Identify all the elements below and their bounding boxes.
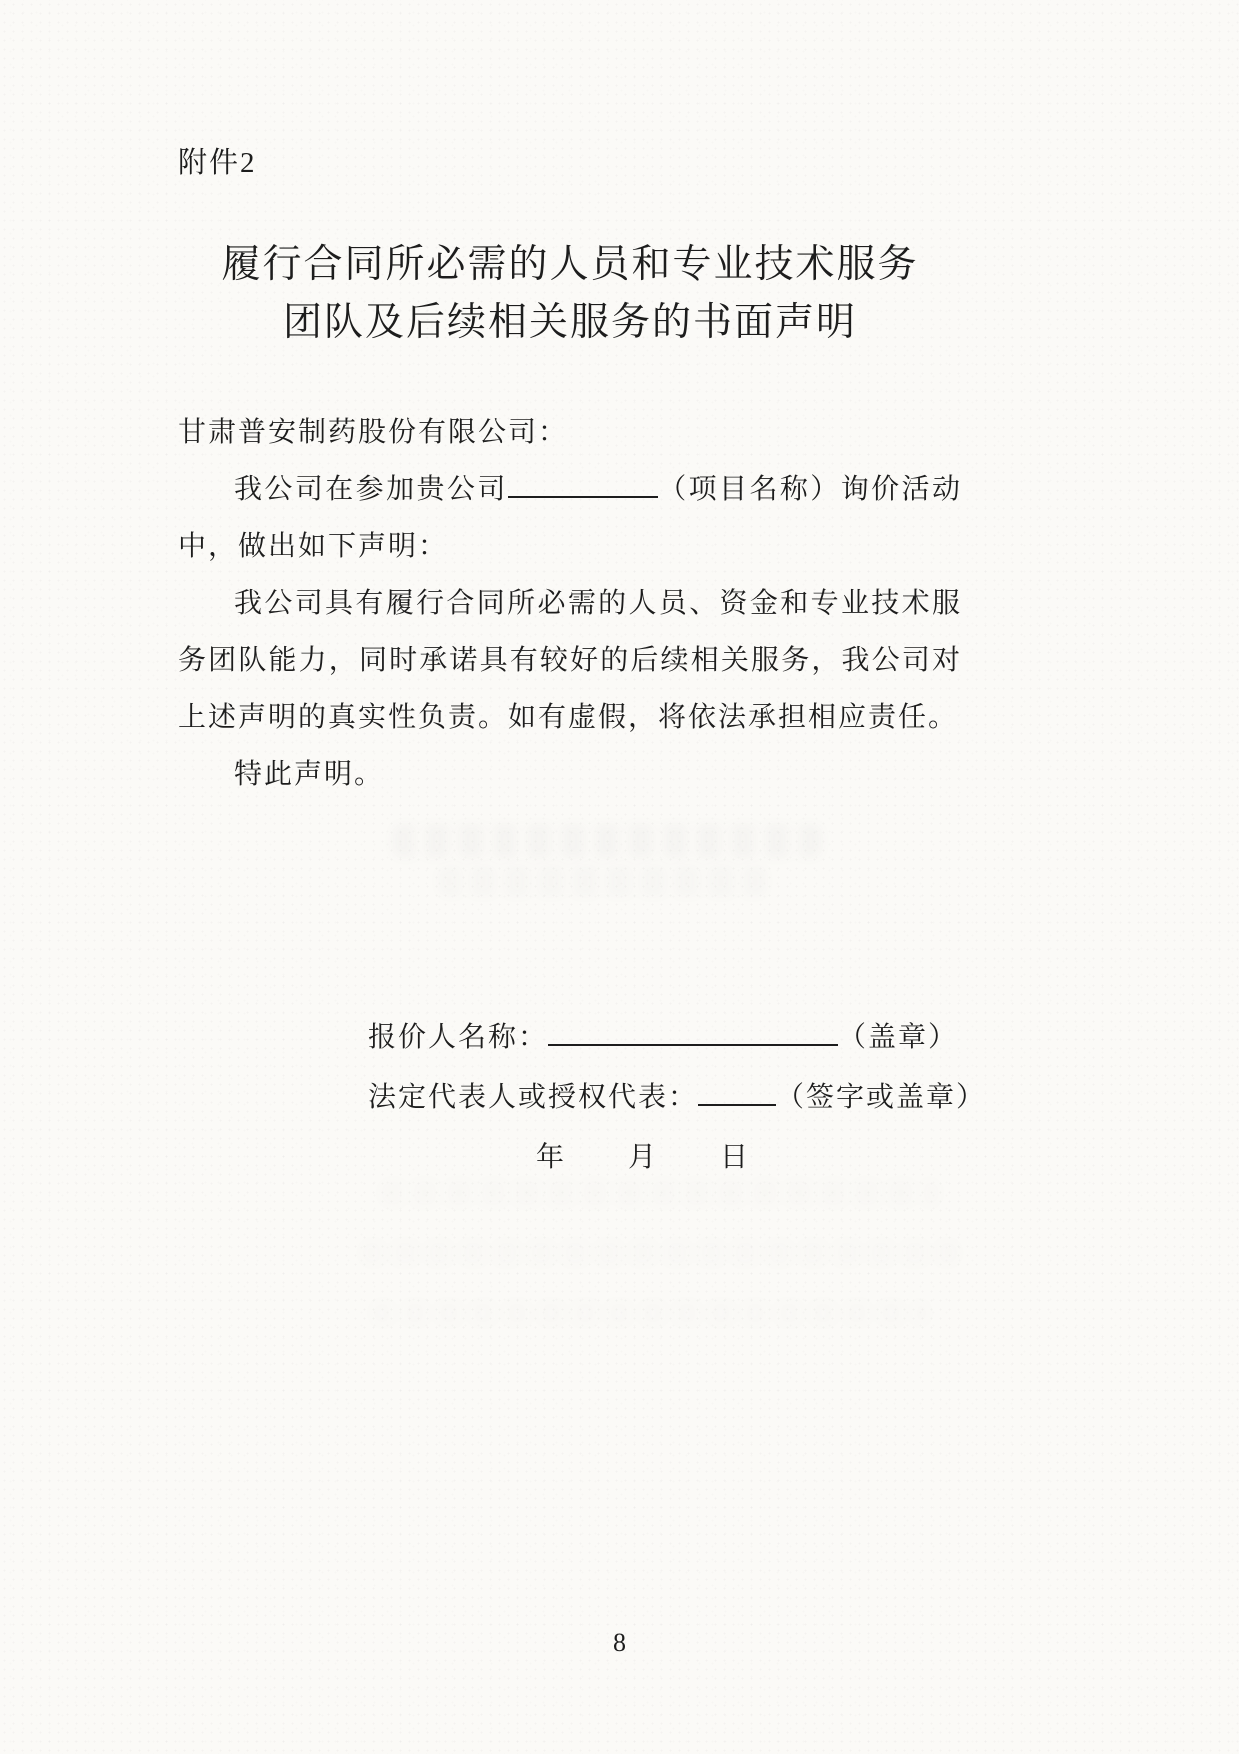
salutation-line: 甘肃普安制药股份有限公司： bbox=[178, 417, 569, 448]
representative-row bbox=[368, 1068, 986, 1128]
document-body bbox=[178, 404, 962, 803]
bleed-through-smudge bbox=[392, 824, 822, 858]
bleed-through-smudge bbox=[438, 866, 768, 896]
representative-stamp-note: （签字或盖章） bbox=[776, 1082, 987, 1113]
bleed-through-smudge bbox=[360, 1240, 960, 1266]
bidder-name-label: 报价人名称： bbox=[368, 1022, 549, 1053]
date-row bbox=[368, 1128, 986, 1188]
representative-blank-line bbox=[698, 1076, 776, 1106]
paragraph-commitment: 我公司具有履行合同所必需的人员、资金和专业技术服务团队能力，同时承诺具有较好的后续相关服务，我公司对上述声明的真实性负责。如有虚假，将依法承担相应责任。 bbox=[178, 588, 962, 733]
representative-label: 法定代表人或授权代表： bbox=[368, 1082, 699, 1113]
bidder-name-blank-line bbox=[548, 1016, 838, 1046]
document-title-line1: 履行合同所必需的人员和专业技术服务 bbox=[221, 243, 919, 286]
paragraph-declaration-intro bbox=[178, 461, 962, 575]
bidder-stamp-note: （盖章） bbox=[838, 1022, 959, 1053]
bleed-through-smudge bbox=[370, 1300, 930, 1326]
attachment-label: 附件2 bbox=[178, 147, 257, 179]
document-title bbox=[178, 236, 962, 352]
bidder-name-row bbox=[368, 1008, 986, 1068]
project-name-blank-line bbox=[508, 468, 658, 498]
document-title-line2: 团队及后续相关服务的书面声明 bbox=[282, 301, 857, 344]
signature-block bbox=[368, 1008, 986, 1188]
date-day-label: 日 bbox=[720, 1142, 751, 1173]
page-number: 8 bbox=[613, 1628, 626, 1657]
date-year-label: 年 bbox=[536, 1142, 567, 1173]
date-month-label: 月 bbox=[628, 1142, 659, 1173]
paragraph-text-before-blank: 我公司在参加贵公司 bbox=[234, 474, 508, 505]
paragraph-closing: 特此声明。 bbox=[234, 759, 385, 790]
paragraph-text-after-blank: （项目名称）询价活动中，做出如下声明： bbox=[178, 474, 962, 562]
